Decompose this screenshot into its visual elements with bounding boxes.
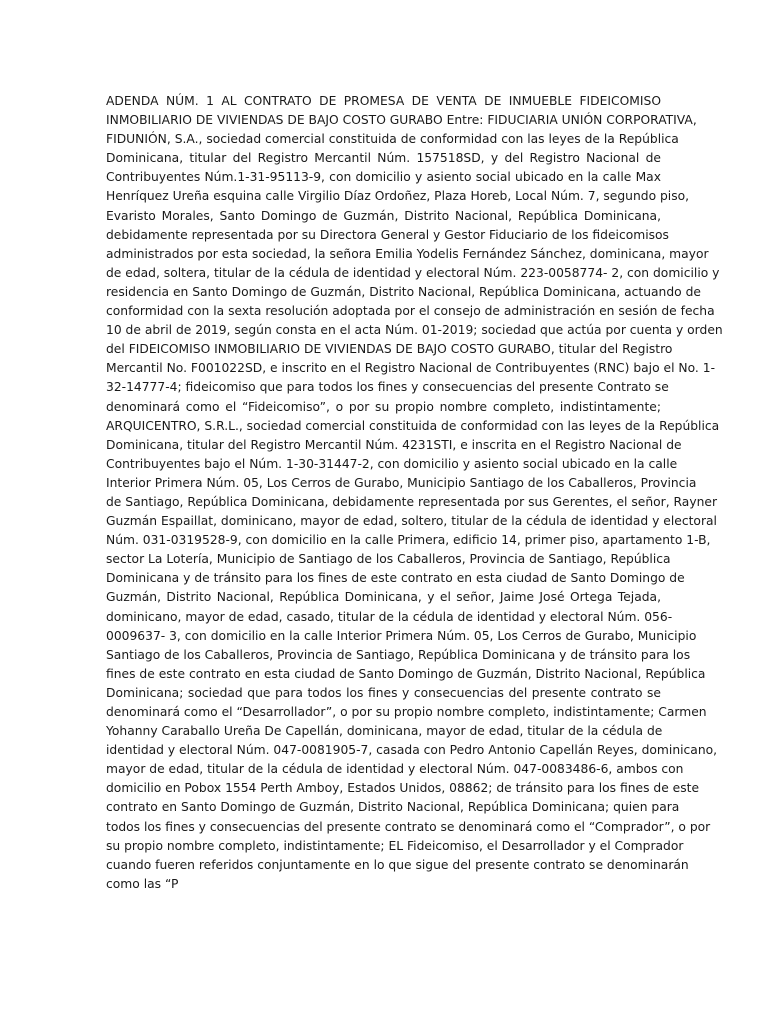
document-text-line: 0009637- 3, con domicilio en la calle Interior Primera Núm. 05, Los Cerros de Gurabo, Municipio xyxy=(106,628,697,643)
document-text-line: identidad y electoral Núm. 047-0081905-7, casada con Pedro Antonio Capellán Reyes, dominicano, xyxy=(106,743,718,758)
document-text-line: sector La Lotería, Municipio de Santiago de los Caballeros, Provincia de Santiago, República xyxy=(106,552,671,567)
document-text-line: Evaristo Morales, Santo Domingo de Guzmán, Distrito Nacional, República Dominicana, xyxy=(106,208,661,223)
document-text-line: domicilio en Pobox 1554 Perth Amboy, Estados Unidos, 08862; de tránsito para los fines de este xyxy=(106,781,700,796)
document-text-line: su propio nombre completo, indistintamente; EL Fideicomiso, el Desarrollador y el Comprador xyxy=(106,838,684,853)
document-text-line: residencia en Santo Domingo de Guzmán, Distrito Nacional, República Dominicana, actuando de xyxy=(106,284,701,299)
document-text-line: ADENDA NÚM. 1 AL CONTRATO DE PROMESA DE VENTA DE INMUEBLE FIDEICOMISO xyxy=(106,94,661,108)
document-text-line: FIDUNIÓN, S.A., sociedad comercial constituida de conformidad con las leyes de la República xyxy=(106,132,679,147)
document-text-line: conformidad con la sexta resolución adoptada por el consejo de administración en sesión de fecha xyxy=(106,304,715,319)
document-text-line: Dominicana, titular del Registro Mercantil Núm. 4231STI, e inscrita en el Registro Nacional de xyxy=(106,437,682,452)
document-text-line: contrato en Santo Domingo de Guzmán, Distrito Nacional, República Dominicana; quien para xyxy=(106,800,680,815)
document-text-line: Contribuyentes bajo el Núm. 1-30-31447-2, con domicilio y asiento social ubicado en la calle xyxy=(106,456,678,471)
document-text-line: del FIDEICOMISO INMOBILIARIO DE VIVIENDAS DE BAJO COSTO GURABO, titular del Registro xyxy=(106,342,673,357)
document-text-line: dominicano, mayor de edad, casado, titular de la cédula de identidad y electoral Núm. 056- xyxy=(106,609,673,624)
document-text-line: de edad, soltera, titular de la cédula de identidad y electoral Núm. 223-0058774- 2, con domicilio y xyxy=(106,265,720,280)
document-text-line: Mercantil No. F001022SD, e inscrito en el Registro Nacional de Contribuyentes (RNC) bajo el No. 1- xyxy=(106,361,716,376)
document-text-line: Núm. 031-0319528-9, con domicilio en la calle Primera, edificio 14, primer piso, apartamento 1-B, xyxy=(106,533,711,548)
document-text-line: cuando fueren referidos conjuntamente en lo que sigue del presente contrato se denominarán xyxy=(106,857,689,872)
document-text-line: de Santiago, República Dominicana, debidamente representada por sus Gerentes, el señor, Rayner xyxy=(106,494,718,509)
document-text-line: Contribuyentes Núm.1-31-95113-9, con domicilio y asiento social ubicado en la calle Max xyxy=(106,170,661,185)
document-text-line: Dominicana, titular del Registro Mercantil Núm. 157518SD, y del Registro Nacional de xyxy=(106,151,661,166)
document-text-line: Guzmán, Distrito Nacional, República Dominicana, y el señor, Jaime José Ortega Tejada, xyxy=(106,590,661,605)
document-text-line: debidamente representada por su Directora General y Gestor Fiduciario de los fideicomisos xyxy=(106,227,669,242)
document-text-line: Henríquez Ureña esquina calle Virgilio Díaz Ordoñez, Plaza Horeb, Local Núm. 7, segundo piso, xyxy=(106,189,690,204)
document-text-line: Yohanny Caraballo Ureña De Capellán, dominicana, mayor de edad, titular de la cédula de xyxy=(106,724,663,739)
document-text-line: INMOBILIARIO DE VIVIENDAS DE BAJO COSTO GURABO Entre: FIDUCIARIA UNIÓN CORPORATIVA, xyxy=(106,113,697,128)
document-text-line: Guzmán Espaillat, dominicano, mayor de edad, soltero, titular de la cédula de identidad y electoral xyxy=(106,514,717,529)
document-text-line: todos los fines y consecuencias del presente contrato se denominará como el “Comprador”, o por xyxy=(106,819,711,834)
document-text-line: como las “P xyxy=(106,876,179,891)
document-text-line: Interior Primera Núm. 05, Los Cerros de Gurabo, Municipio Santiago de los Caballeros, Provincia xyxy=(106,475,697,490)
document-text-line: 32-14777-4; fideicomiso que para todos los fines y consecuencias del presente Contrato se xyxy=(106,380,669,395)
document-text-line: denominará como el “Desarrollador”, o por su propio nombre completo, indistintamente; Carmen xyxy=(106,705,707,719)
document-text-line: administrados por esta sociedad, la señora Emilia Yodelis Fernández Sánchez, dominicana, mayor xyxy=(106,246,709,261)
document-text-line: ARQUICENTRO, S.R.L., sociedad comercial constituida de conformidad con las leyes de la República xyxy=(106,418,720,433)
document-text-line: mayor de edad, titular de la cédula de identidad y electoral Núm. 047-0083486-6, ambos con xyxy=(106,762,684,777)
document-text-line: fines de este contrato en esta ciudad de Santo Domingo de Guzmán, Distrito Nacional, República xyxy=(106,666,706,681)
document-text-line: Dominicana y de tránsito para los fines de este contrato en esta ciudad de Santo Domingo de xyxy=(106,571,685,586)
document-text-line: denominará como el “Fideicomiso”, o por su propio nombre completo, indistintamente; xyxy=(106,399,661,414)
document-body-text xyxy=(106,92,723,894)
document-text-line: Dominicana; sociedad que para todos los fines y consecuencias del presente contrato se xyxy=(106,685,661,700)
document-text-line: 10 de abril de 2019, según consta en el acta Núm. 01-2019; sociedad que actúa por cuenta y orden xyxy=(106,323,723,338)
document-text-line: Santiago de los Caballeros, Provincia de Santiago, República Dominicana y de tránsito para los xyxy=(106,647,691,662)
